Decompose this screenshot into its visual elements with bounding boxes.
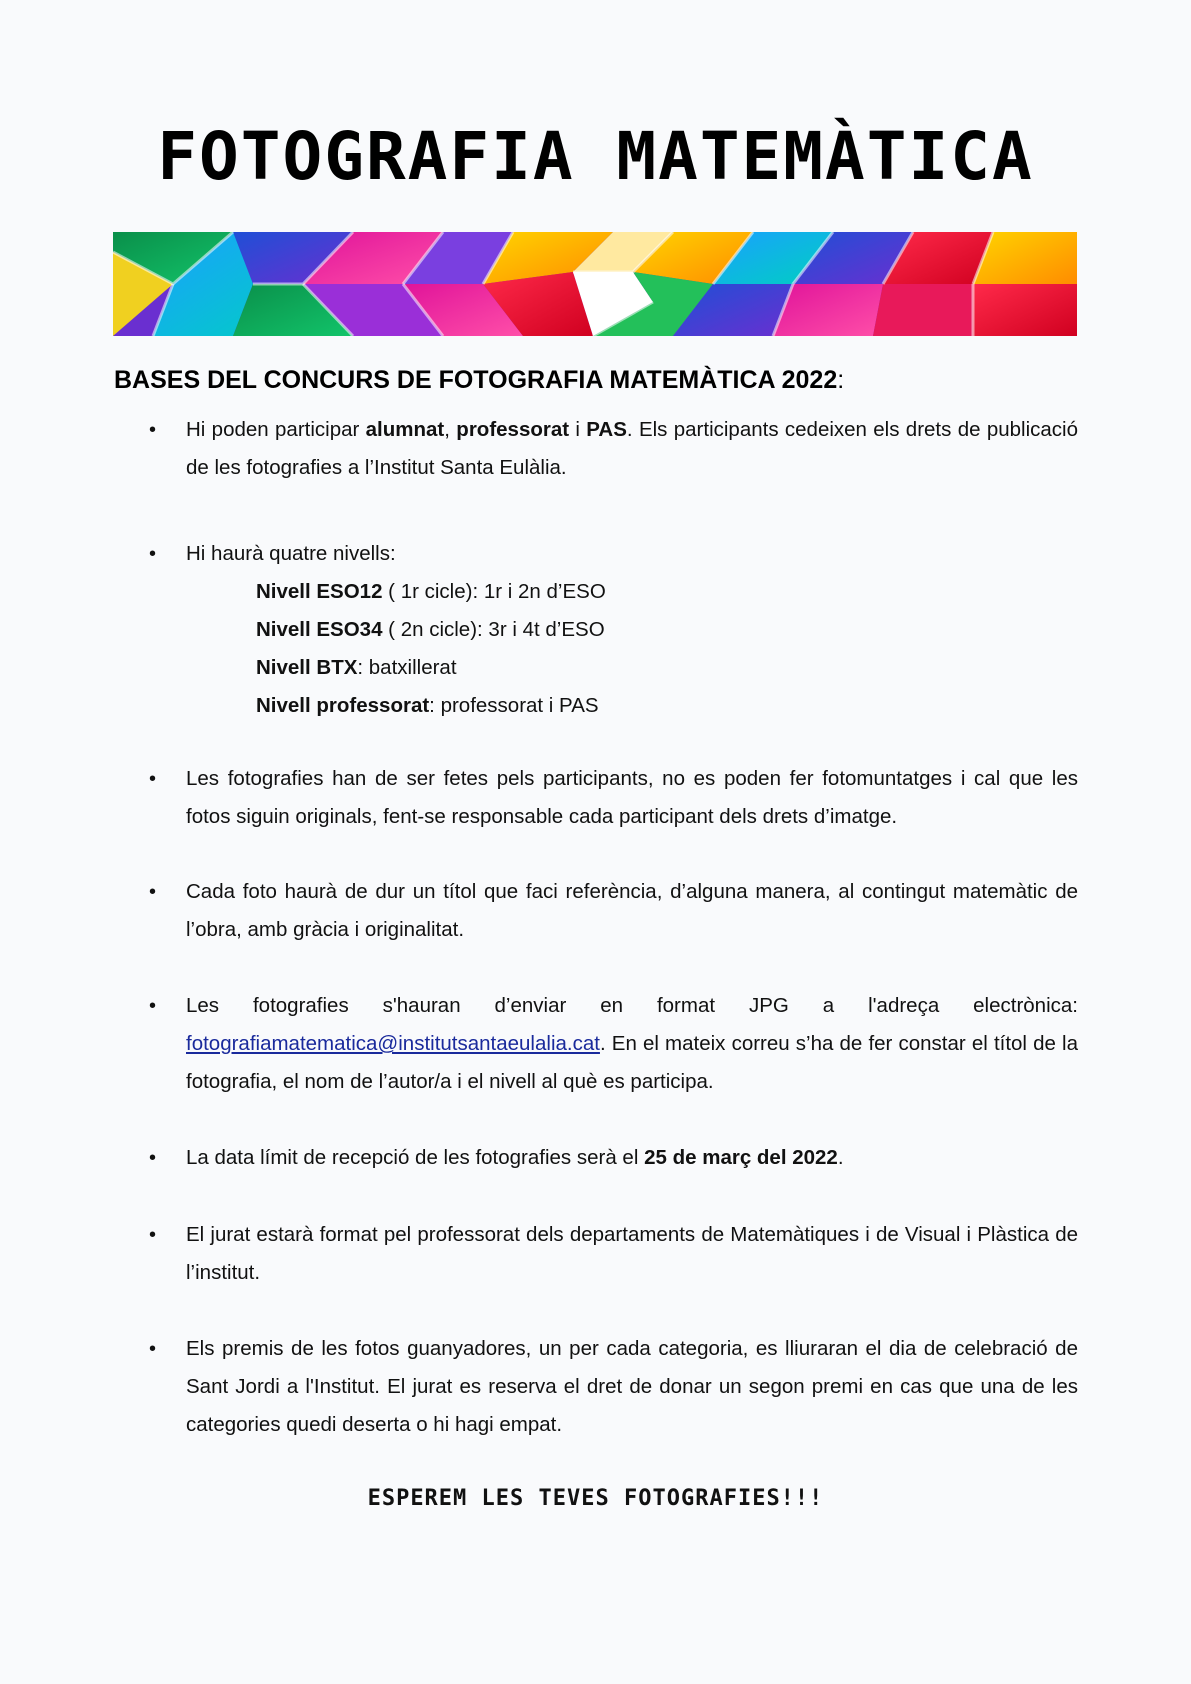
level-desc: ( 2n cicle): 3r i 4t d’ESO bbox=[382, 618, 605, 641]
bullet: • bbox=[149, 419, 157, 441]
rule-bold: PAS bbox=[586, 418, 627, 441]
banner-image bbox=[113, 232, 1077, 336]
level-name: Nivell ESO12 bbox=[256, 580, 383, 603]
rule-text: . En el mateix correu s’ha de fer constar el títol de la fotografia, el nom de l’autor/a i el nivell al què es participa. bbox=[186, 1032, 1078, 1093]
rules-heading-text: BASES DEL CONCURS DE FOTOGRAFIA MATEMÀTICA 2022 bbox=[114, 366, 838, 394]
bullet: • bbox=[149, 768, 157, 790]
bullet: • bbox=[149, 543, 157, 565]
rule-bold: professorat bbox=[456, 418, 570, 441]
level-item bbox=[256, 611, 1078, 649]
email-link[interactable]: fotografiamatematica@institutsantaeulalia.cat bbox=[186, 1032, 600, 1055]
deadline-date: 25 de març del 2022 bbox=[644, 1146, 838, 1169]
rule-text: Les fotografies s'hauran d’enviar en format JPG a l'adreça electrònica: bbox=[186, 994, 1078, 1017]
level-item bbox=[256, 573, 1078, 611]
level-name: Nivell BTX bbox=[256, 656, 358, 679]
rule-originality bbox=[149, 760, 1078, 836]
rules-heading-colon: : bbox=[837, 366, 845, 394]
rule-text: La data límit de recepció de les fotografies serà el bbox=[186, 1146, 645, 1169]
rule-text: . Els participants cedeixen els drets de publicació de les fotografies a l’Institut Santa Eulàlia. bbox=[186, 418, 1078, 479]
bullet: • bbox=[149, 1338, 157, 1360]
rule-participants bbox=[149, 411, 1078, 487]
level-name: Nivell ESO34 bbox=[256, 618, 383, 641]
closing-message: ESPEREM LES TEVES FOTOGRAFIES!!! bbox=[367, 1486, 824, 1511]
levels-list bbox=[186, 573, 1078, 725]
rule-text: , bbox=[444, 418, 457, 441]
rule-text: Les fotografies han de ser fetes pels participants, no es poden fer fotomuntatges i cal que les fotos siguin originals, fent-se responsable cada participant dels drets d’imatge. bbox=[186, 767, 1078, 828]
bullet: • bbox=[149, 1147, 157, 1169]
rule-deadline bbox=[149, 1139, 1078, 1177]
level-desc: ( 1r cicle): 1r i 2n d’ESO bbox=[382, 580, 606, 603]
level-name: Nivell professorat bbox=[256, 694, 430, 717]
rule-bold: alumnat bbox=[365, 418, 445, 441]
level-item bbox=[256, 687, 1078, 725]
page-title: FOTOGRAFIA MATEMÀTICA bbox=[157, 118, 1034, 195]
rule-title bbox=[149, 873, 1078, 949]
bullet: • bbox=[149, 881, 157, 903]
rules-heading bbox=[114, 366, 844, 395]
rule-text: i bbox=[569, 418, 587, 441]
rule-prizes bbox=[149, 1330, 1078, 1444]
rule-text: El jurat estarà format pel professorat dels departaments de Matemàtiques i de Visual i Plàstica de l’institut. bbox=[186, 1223, 1078, 1284]
levels-intro: Hi haurà quatre nivells: bbox=[186, 542, 396, 565]
rule-text: Cada foto haurà de dur un títol que faci referència, d’alguna manera, al contingut matemàtic de l’obra, amb gràcia i originalitat. bbox=[186, 880, 1078, 941]
bullet: • bbox=[149, 1224, 157, 1246]
rule-submission bbox=[149, 987, 1078, 1101]
rule-text: Els premis de les fotos guanyadores, un per cada categoria, es lliuraran el dia de celebració de Sant Jordi a l'Institut. El jurat es reserva el dret de donar un segon premi en cas que una de les categories quedi deserta o hi hagi empat. bbox=[186, 1337, 1078, 1436]
rule-text: . bbox=[837, 1146, 844, 1169]
rule-levels bbox=[149, 535, 1078, 725]
rule-text: Hi poden participar bbox=[186, 418, 366, 441]
level-desc: : professorat i PAS bbox=[429, 694, 599, 717]
level-desc: : batxillerat bbox=[357, 656, 457, 679]
level-item bbox=[256, 649, 1078, 687]
bullet: • bbox=[149, 995, 157, 1017]
rule-jury bbox=[149, 1216, 1078, 1292]
